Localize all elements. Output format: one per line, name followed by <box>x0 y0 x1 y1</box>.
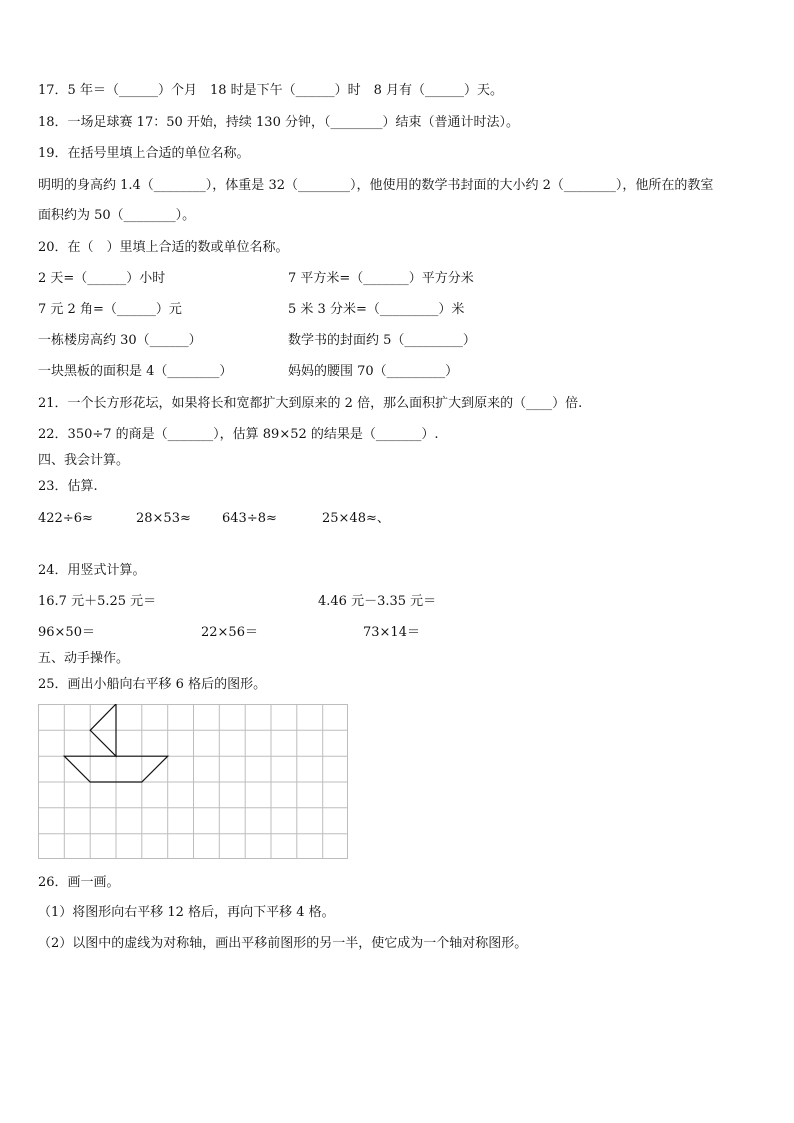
question-25: 25．画出小船向右平移 6 格后的图形。 <box>38 677 267 692</box>
calc-item-4: 22×56＝ <box>201 625 258 640</box>
question-20-title: 20．在（ ）里填上合适的数或单位名称。 <box>38 240 289 255</box>
estimate-item-4: 25×48≈、 <box>322 511 390 526</box>
q20-row3-left: 一栋楼房高约 30（______） <box>38 333 202 348</box>
calc-item-2: 4.46 元－3.35 元＝ <box>318 594 437 609</box>
q20-row2-left: 7 元 2 角=（______）元 <box>38 302 182 317</box>
question-23-title: 23．估算. <box>38 479 98 494</box>
q20-row3-right: 数学书的封面约 5（_________） <box>288 333 476 348</box>
section-4-heading: 四、我会计算。 <box>38 453 130 468</box>
boat-grid-figure <box>38 704 348 859</box>
question-19-title: 19．在括号里填上合适的单位名称。 <box>38 146 250 161</box>
grid-lines <box>38 704 348 859</box>
q20-row4-left: 一块黑板的面积是 4（________） <box>38 364 233 379</box>
question-19-line1: 明明的身高约 1.4（________），体重是 32（________），他使用的数学书封面的大小约 2（________），他所在的教室 <box>38 178 714 193</box>
calc-item-3: 96×50＝ <box>38 625 95 640</box>
question-22: 22．350÷7 的商是（_______），估算 89×52 的结果是（_______）. <box>38 427 439 442</box>
question-21: 21．一个长方形花坛，如果将长和宽都扩大到原来的 2 倍，那么面积扩大到原来的（____）倍. <box>38 396 583 411</box>
question-18: 18．一场足球赛 17：50 开始，持续 130 分钟，（________）结束（普通计时法）。 <box>38 115 519 130</box>
calc-item-1: 16.7 元＋5.25 元＝ <box>38 594 157 609</box>
estimate-item-3: 643÷8≈ <box>222 511 277 526</box>
q20-row1-right: 7 平方米=（_______）平方分米 <box>288 271 474 286</box>
q20-row4-right: 妈妈的腰围 70（_________） <box>288 364 459 379</box>
estimate-item-1: 422÷6≈ <box>38 511 93 526</box>
question-26-sub2: （2）以图中的虚线为对称轴，画出平移前图形的另一半，使它成为一个轴对称图形。 <box>38 936 528 951</box>
question-26-sub1: （1）将图形向右平移 12 格后，再向下平移 4 格。 <box>38 905 335 920</box>
question-19-line2: 面积约为 50（________）。 <box>38 208 196 223</box>
question-17: 17．5 年＝（______）个月 18 时是下午（______）时 8 月有（______）天。 <box>38 83 504 98</box>
q20-row2-right: 5 米 3 分米=（_________）米 <box>288 302 465 317</box>
q20-row1-left: 2 天=（______）小时 <box>38 271 166 286</box>
estimate-item-2: 28×53≈ <box>136 511 191 526</box>
question-24-title: 24．用竖式计算。 <box>38 563 146 578</box>
question-26-title: 26．画一画。 <box>38 875 120 890</box>
section-5-heading: 五、动手操作。 <box>38 651 130 666</box>
calc-item-5: 73×14＝ <box>363 625 420 640</box>
